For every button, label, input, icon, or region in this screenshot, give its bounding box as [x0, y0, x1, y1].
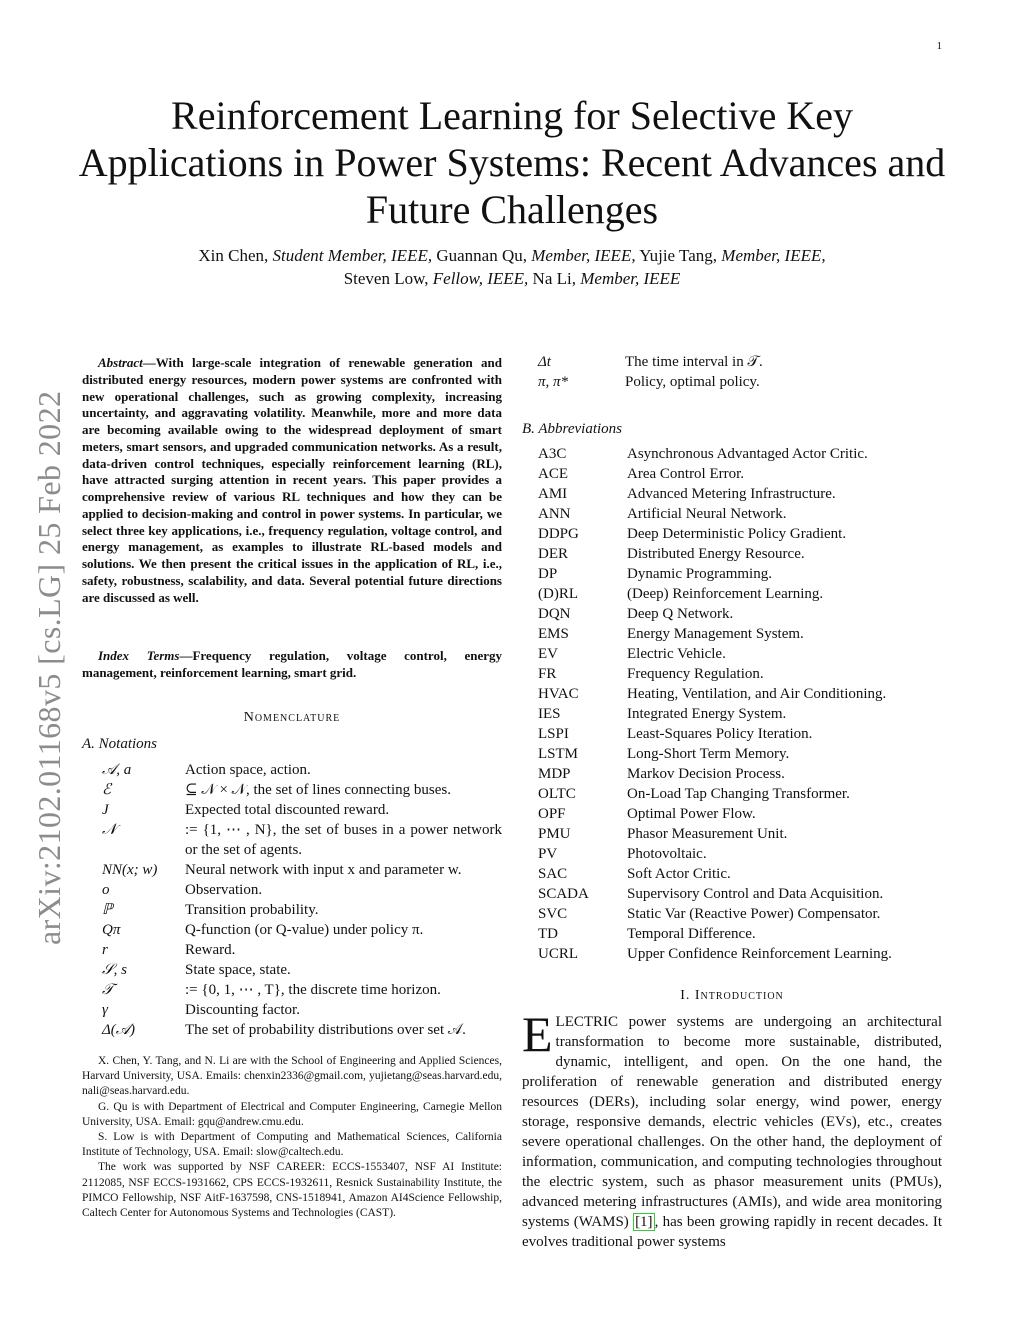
abbreviation-row — [538, 544, 942, 564]
abbreviation-row — [538, 624, 942, 644]
abbreviation-row-definition: Temporal Difference. — [627, 926, 756, 942]
nomenclature-heading: Nomenclature — [243, 710, 341, 725]
notation-row-term: o — [102, 882, 110, 898]
notation-row-term: Δt — [538, 354, 551, 370]
abbreviation-row — [538, 924, 942, 944]
notation-row — [102, 960, 502, 980]
notations-subheading: A. Notations — [82, 736, 158, 752]
notation-row-term: 𝒜, a — [102, 762, 132, 778]
footnote: G. Qu is with Department of Electrical and Computer Engineering, Carnegie Mellon University, USA. Email: gqu@andrew.cmu.edu. — [82, 1100, 502, 1128]
author-line-1 — [90, 244, 934, 267]
introduction-heading: I. Introduction — [680, 988, 784, 1003]
notation-row — [102, 900, 502, 920]
abbreviation-row — [538, 644, 942, 664]
abbreviation-row-definition: Markov Decision Process. — [627, 766, 785, 782]
abbreviation-row-term: FR — [538, 666, 557, 682]
abbreviation-row-term: EMS — [538, 626, 569, 642]
abbreviation-row-definition: Optimal Power Flow. — [627, 806, 756, 822]
notation-row-term: 𝒩 — [102, 822, 117, 838]
abbreviation-row — [538, 844, 942, 864]
citation-link[interactable]: [1] — [635, 1214, 653, 1230]
notation-row — [102, 820, 502, 860]
abbreviation-row — [538, 564, 942, 584]
notation-row-definition: Q-function (or Q-value) under policy π. — [185, 922, 424, 938]
abbreviation-row-term: DDPG — [538, 526, 579, 542]
abbreviation-row-term: PMU — [538, 826, 571, 842]
abbreviation-row-definition: Frequency Regulation. — [627, 666, 764, 682]
abbreviation-row-term: A3C — [538, 446, 567, 462]
author-role: Fellow, IEEE, — [432, 269, 529, 288]
notation-row-definition: := {1, ⋯ , N}, the set of buses in a power network or the set of agents. — [185, 822, 502, 858]
notation-row-definition: State space, state. — [185, 962, 291, 978]
abbreviation-row-term: UCRL — [538, 946, 579, 962]
abbreviation-row-term: DQN — [538, 606, 571, 622]
notation-row-term: ℰ — [102, 782, 112, 798]
abbreviation-row — [538, 904, 942, 924]
abbreviation-row — [538, 884, 942, 904]
abbreviation-row-term: SAC — [538, 866, 568, 882]
page-number: 1 — [936, 40, 942, 52]
notation-row-definition: Discounting factor. — [185, 1002, 300, 1018]
abbreviation-row-definition: Upper Confidence Reinforcement Learning. — [627, 946, 892, 962]
notation-row-term: 𝒮, s — [102, 962, 127, 978]
notation-row — [102, 1000, 502, 1020]
notation-row — [102, 780, 502, 800]
notation-row-definition: Observation. — [185, 882, 263, 898]
notation-row-definition: ⊆ 𝒩 × 𝒩, the set of lines connecting buses. — [185, 782, 451, 798]
notation-row-term: Δ(𝒜) — [102, 1022, 135, 1038]
notation-row — [102, 1020, 502, 1040]
abbreviation-row-definition: Photovoltaic. — [627, 846, 707, 862]
abbreviation-row — [538, 584, 942, 604]
abbreviation-row — [538, 724, 942, 744]
abbreviation-row — [538, 664, 942, 684]
abbreviation-row — [538, 864, 942, 884]
notation-row — [102, 880, 502, 900]
abbreviation-row — [538, 804, 942, 824]
drop-cap: E — [522, 1006, 553, 1062]
notation-row — [538, 372, 942, 392]
notation-row-definition: Action space, action. — [185, 762, 311, 778]
abbreviation-row-definition: Deep Q Network. — [627, 606, 734, 622]
abbreviation-row-term: OLTC — [538, 786, 576, 802]
notation-row-definition: Expected total discounted reward. — [185, 802, 390, 818]
author-list — [90, 244, 934, 290]
author-line-2 — [90, 267, 934, 290]
abbreviation-row-term: MDP — [538, 766, 571, 782]
notation-row — [538, 352, 942, 372]
abbreviation-row-term: (D)RL — [538, 586, 578, 602]
author-role: Student Member, IEEE, — [272, 246, 433, 265]
abbreviation-row-term: ACE — [538, 466, 568, 482]
abbreviation-row-definition: Least-Squares Policy Iteration. — [627, 726, 813, 742]
paper-title: Reinforcement Learning for Selective Key Applications in Power Systems: Recent Advances and Future Challenges — [78, 93, 946, 232]
abbreviation-row — [538, 464, 942, 484]
notation-row-term: π, π* — [538, 374, 569, 390]
abbreviation-row-term: EV — [538, 646, 558, 662]
introduction-text: LECTRIC power systems are undergoing an architectural transformation to become more sustainable, distributed, dynamic, intelligent, and open. On the one hand, the proliferation of renewable generation and distributed energy resources (DERs), including solar energy, wind power, energy storage, responsive demands, electric vehicles (EVs), etc., creates severe operational challenges. On the other hand, the deployment of information, communication, and computing technologies throughout the electric system, such as phasor measurement units (PMUs), advanced metering infrastructures (AMIs), and wide area monitoring systems (WAMS) — [522, 1014, 942, 1230]
abbreviation-row-definition: Soft Actor Critic. — [627, 866, 731, 882]
abbreviation-row-term: PV — [538, 846, 558, 862]
author-name: Xin Chen, — [198, 246, 269, 265]
notation-row-term: Qπ — [102, 922, 121, 938]
abbreviation-row-definition: (Deep) Reinforcement Learning. — [627, 586, 824, 602]
abbreviation-row-term: LSTM — [538, 746, 579, 762]
notation-row-definition: Neural network with input x and parameter w. — [185, 862, 462, 878]
abbreviation-row-definition: Artificial Neural Network. — [627, 506, 787, 522]
abbreviation-row — [538, 744, 942, 764]
abbreviation-row — [538, 824, 942, 844]
abbreviation-row-definition: Long-Short Term Memory. — [627, 746, 790, 762]
abstract: Abstract—With large-scale integration of renewable generation and distributed energy resources, modern power systems are confronted with new operational challenges, such as growing complexity, increasing uncertainty, and aggravating volatility. Meanwhile, more and more data are becoming available owing to the widespread deployment of smart meters, smart sensors, and upgraded communication networks. As a result, data-driven control techniques, especially reinforcement learning (RL), have attracted surging attention in recent years. This paper provides a comprehensive review of various RL techniques and how they can be applied to decision-making and control in power systems. In particular, we select three key applications, i.e., frequency regulation, voltage control, and energy management, as examples to illustrate RL-based models and solutions. We then present the critical issues in the application of RL, i.e., safety, robustness, scalability, and data. Several potential future directions are discussed as well. — [82, 355, 502, 605]
notations-list-continued — [538, 352, 942, 392]
author-role: Member, IEEE, — [721, 246, 826, 265]
abbreviation-row-definition: Deep Deterministic Policy Gradient. — [627, 526, 847, 542]
notation-row-term: NN(x; w) — [102, 862, 158, 878]
abstract-text: With large-scale integration of renewable generation and distributed energy resources, modern power systems are confronted with new operational challenges, such as growing complexity, increasing uncertainty, and aggravating volatility. Meanwhile, more and more data are becoming available owing to the widespread deployment of smart meters, smart sensors, and upgraded communication networks. As a result, data-driven control techniques, especially reinforcement learning (RL), have attracted surging attention in recent years. This paper provides a comprehensive review of various RL techniques and how they can be applied to decision-making and control in power systems. In particular, we select three key applications, i.e., frequency regulation, voltage control, and energy management, as examples to illustrate RL-based models and solutions. We then present the critical issues in the application of RL, i.e., safety, robustness, scalability, and data. Several potential future directions are discussed as well. — [82, 355, 502, 605]
abbreviation-row-definition: Distributed Energy Resource. — [627, 546, 805, 562]
abbreviation-row-term: SCADA — [538, 886, 589, 902]
notation-row-definition: Transition probability. — [185, 902, 319, 918]
abbreviation-row-term: IES — [538, 706, 561, 722]
introduction-text-continued: , has been growing rapidly in recent decades. It evolves traditional power systems — [522, 1214, 942, 1250]
abbreviation-row — [538, 784, 942, 804]
index-terms-text: Frequency regulation, voltage control, energy management, reinforcement learning, smart grid. — [82, 648, 502, 680]
abbreviation-row — [538, 684, 942, 704]
abbreviation-row-definition: Heating, Ventilation, and Air Conditioning. — [627, 686, 887, 702]
footnotes — [82, 1054, 502, 1221]
notation-row — [102, 760, 502, 780]
notation-row — [102, 940, 502, 960]
notation-row-definition: The set of probability distributions over set 𝒜. — [185, 1022, 466, 1038]
notation-row — [102, 920, 502, 940]
abbreviation-row-definition: Advanced Metering Infrastructure. — [627, 486, 836, 502]
abbreviation-row-definition: Asynchronous Advantaged Actor Critic. — [627, 446, 868, 462]
index-terms-label: Index Terms — [98, 648, 180, 663]
abbreviation-row-term: SVC — [538, 906, 568, 922]
notation-row-definition: Reward. — [185, 942, 236, 958]
abbreviation-row-term: LSPI — [538, 726, 569, 742]
notation-row — [102, 860, 502, 880]
abbreviation-row — [538, 504, 942, 524]
abbreviation-row-term: HVAC — [538, 686, 579, 702]
notation-row-term: r — [102, 942, 108, 958]
notation-row — [102, 800, 502, 820]
author-role: Member, IEEE, — [531, 246, 636, 265]
notation-row-term: J — [102, 802, 109, 818]
abbreviation-row-term: DP — [538, 566, 558, 582]
abbreviation-row-definition: Static Var (Reactive Power) Compensator. — [627, 906, 881, 922]
abbreviation-row-definition: Electric Vehicle. — [627, 646, 726, 662]
abbreviation-row-term: DER — [538, 546, 568, 562]
notation-row-definition: The time interval in 𝒯. — [625, 354, 763, 370]
index-terms: Index Terms—Frequency regulation, voltage control, energy management, reinforcement learning, smart grid. — [82, 648, 502, 680]
footnote: The work was supported by NSF CAREER: ECCS-1553407, NSF AI Institute: 2112085, NSF ECCS-1931662, CPS ECCS-1932611, Resnick Sustainability Institute, the PIMCO Fellowship, NSF AitF-1637598, CNS-1518941, Amazon AI4Science Fellowship, Caltech Center for Autonomous Systems and Technologies (CAST). — [82, 1161, 502, 1220]
introduction-body — [522, 1006, 942, 1252]
notation-row-term: 𝒯 — [102, 982, 114, 998]
abstract-label: Abstract — [98, 355, 143, 370]
author-role: Member, IEEE — [580, 269, 681, 288]
abbreviation-row — [538, 764, 942, 784]
author-name: Steven Low, — [343, 269, 429, 288]
footnote: X. Chen, Y. Tang, and N. Li are with the School of Engineering and Applied Sciences, Harvard University, USA. Emails: chenxin2336@gmail.com, yujietang@seas.harvard.edu, nali@seas.harvard.edu. — [82, 1055, 502, 1098]
abbreviation-row-term: TD — [538, 926, 558, 942]
abbreviation-row — [538, 484, 942, 504]
author-name: Guannan Qu, — [436, 246, 527, 265]
notation-row-definition: Policy, optimal policy. — [625, 374, 760, 390]
footnote: S. Low is with Department of Computing and Mathematical Sciences, California Institute of Technology, USA. Email: slow@caltech.edu. — [82, 1131, 502, 1159]
abbreviation-row-definition: On-Load Tap Changing Transformer. — [627, 786, 850, 802]
abbreviation-row — [538, 444, 942, 464]
abbreviation-row-definition: Integrated Energy System. — [627, 706, 787, 722]
notation-row — [102, 980, 502, 1000]
abbreviations-list — [538, 444, 942, 964]
abbreviation-row-definition: Area Control Error. — [627, 466, 745, 482]
notations-list — [102, 760, 502, 1040]
author-name: Yujie Tang, — [639, 246, 718, 265]
notation-row-term: ℙ — [102, 902, 113, 918]
abbreviation-row-definition: Energy Management System. — [627, 626, 804, 642]
abbreviation-row — [538, 604, 942, 624]
abbreviation-row-term: ANN — [538, 506, 571, 522]
abbreviations-subheading: B. Abbreviations — [522, 421, 622, 437]
abbreviation-row-definition: Supervisory Control and Data Acquisition. — [627, 886, 884, 902]
abbreviation-row-definition: Dynamic Programming. — [627, 566, 772, 582]
abbreviation-row — [538, 944, 942, 964]
abbreviation-row-term: AMI — [538, 486, 568, 502]
abbreviation-row-definition: Phasor Measurement Unit. — [627, 826, 788, 842]
author-name: Na Li, — [532, 269, 576, 288]
notation-row-term: γ — [102, 1002, 108, 1018]
notation-row-definition: := {0, 1, ⋯ , T}, the discrete time horizon. — [185, 982, 441, 998]
abbreviation-row — [538, 524, 942, 544]
arxiv-identifier-stamp: arXiv:2102.01168v5 [cs.LG] 25 Feb 2022 — [31, 390, 67, 945]
abbreviation-row-term: OPF — [538, 806, 566, 822]
abbreviation-row — [538, 704, 942, 724]
